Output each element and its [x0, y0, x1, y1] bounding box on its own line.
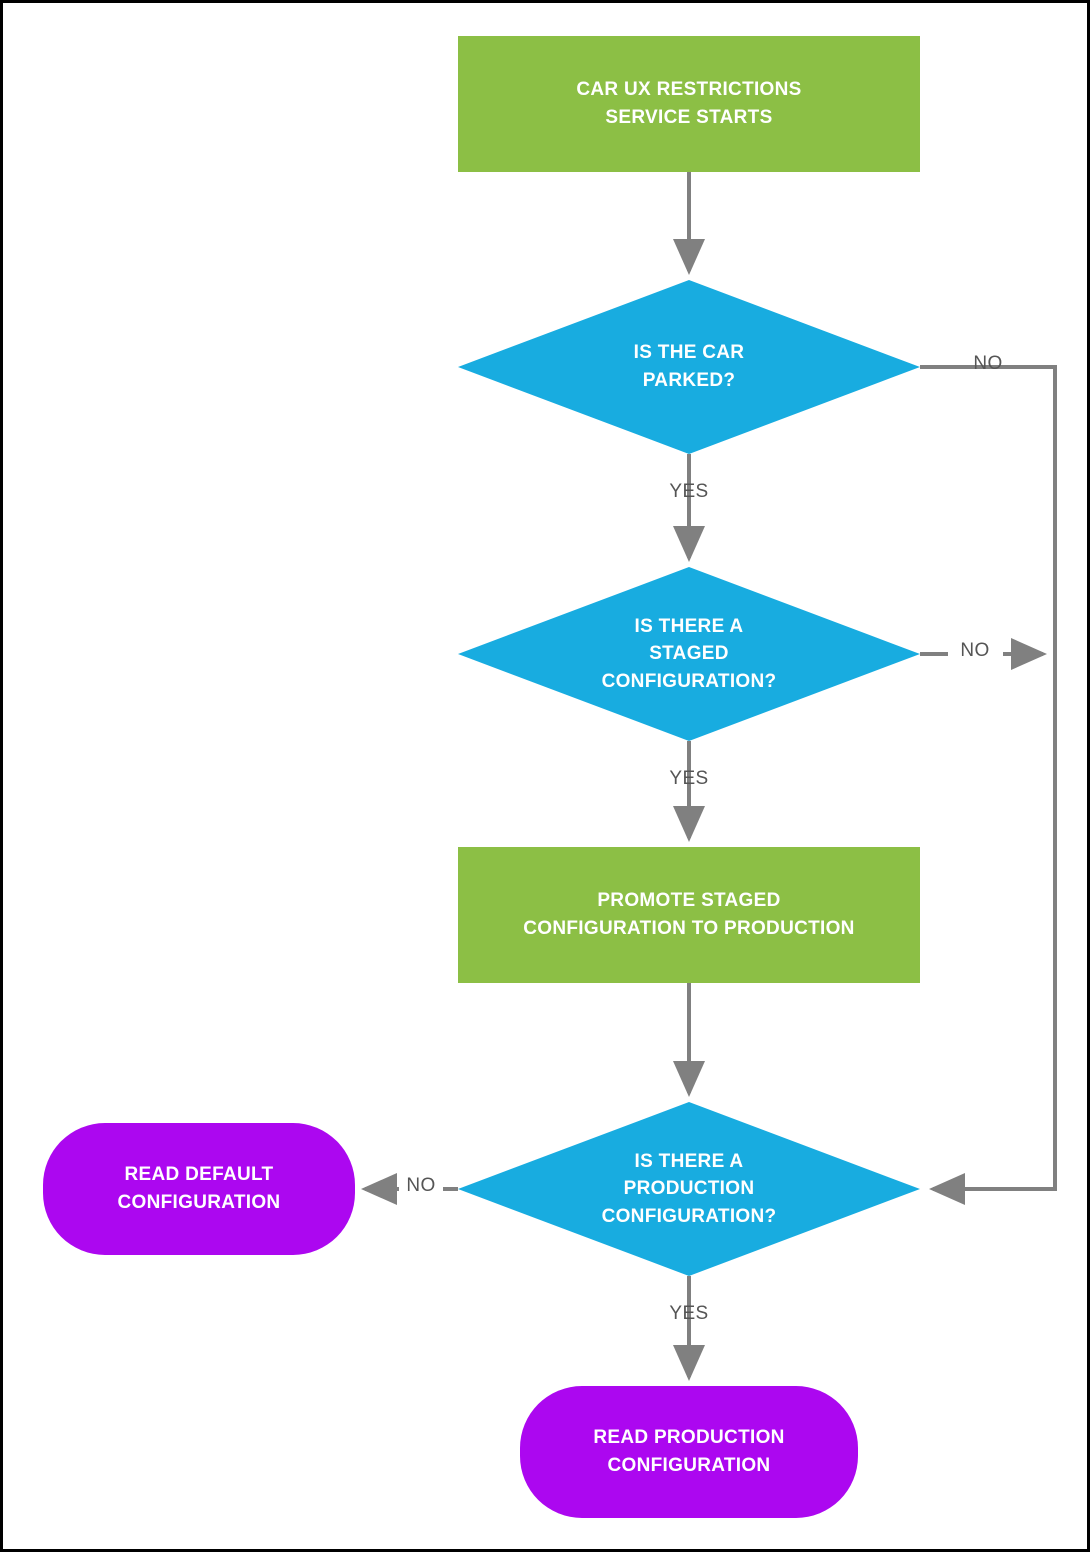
edge-label-production-config-yes: YES	[669, 1303, 709, 1324]
node-start-label: CAR UX RESTRICTIONS SERVICE STARTS	[576, 79, 802, 128]
node-car-parked-label: IS THE CAR PARKED?	[633, 342, 745, 391]
node-staged-config-label: IS THERE A STAGED CONFIGURATION?	[601, 615, 777, 692]
edge-label-production-config-no: NO	[406, 1175, 436, 1196]
node-read-production-shape	[520, 1386, 858, 1518]
node-read-default-label: READ DEFAULT CONFIGURATION	[117, 1164, 281, 1213]
node-production-config-shape	[458, 1102, 920, 1276]
node-start-shape	[458, 36, 920, 172]
node-staged-config-shape	[458, 567, 920, 741]
node-read-production-label: READ PRODUCTION CONFIGURATION	[593, 1427, 785, 1476]
edge-label-car-parked-no: NO	[973, 353, 1003, 374]
node-car-parked-shape	[458, 280, 920, 454]
edge-label-staged-config-no: NO	[960, 640, 990, 661]
edge-car-parked-no	[920, 367, 1055, 1189]
edge-label-staged-config-yes: YES	[669, 768, 709, 789]
node-read-default-shape	[43, 1123, 355, 1255]
node-production-config-label: IS THERE A PRODUCTION CONFIGURATION?	[601, 1150, 777, 1227]
node-promote-label: PROMOTE STAGED CONFIGURATION TO PRODUCTION	[523, 890, 855, 939]
node-promote-shape	[458, 847, 920, 983]
flowchart-graphics	[3, 3, 1090, 1552]
edge-label-car-parked-yes: YES	[669, 481, 709, 502]
